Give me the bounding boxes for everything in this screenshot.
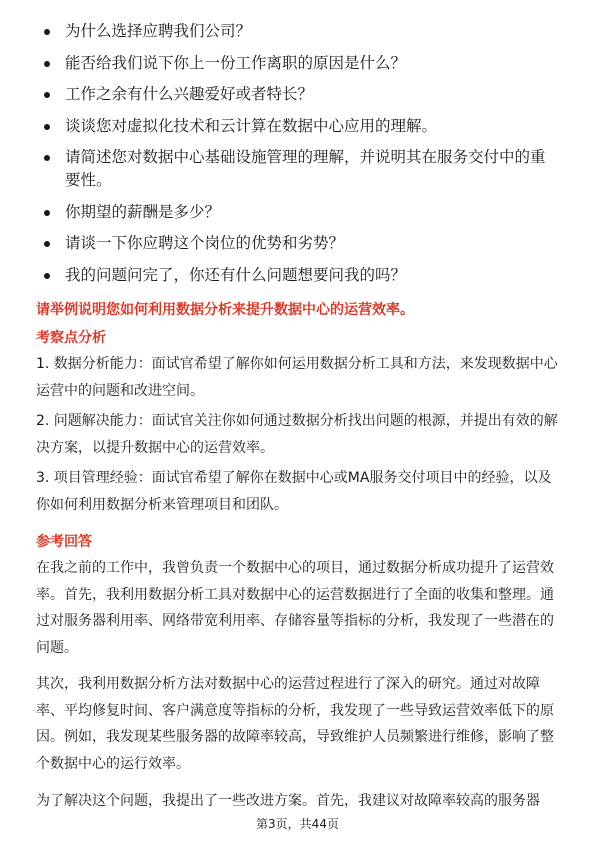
bullet-text: 能否给我们说下你上一份工作离职的原因是什么？ bbox=[65, 53, 407, 72]
answer-paragraph: 其次，我利用数据分析方法对数据中心的运营过程进行了深入的研究。通过对故障率、平均修复时间、客户满意度等指标的分析，我发现了一些导致运营效率低下的原因。例如，我发现某些服务器的故障率较高，导致维护人员频繁进行维修，影响了整个数据中心的运行效率。 bbox=[36, 676, 554, 772]
bullet-item bbox=[40, 83, 560, 106]
answer-paragraph: 在我之前的工作中，我曾负责一个数据中心的项目，通过数据分析成功提升了运营效率。首先，我利用数据分析工具对数据中心的运营数据进行了全面的收集和整理。通过对服务器利用率、网络带宽利用率、存储容量等指标的分析，我发现了一些潜在的问题。 bbox=[36, 560, 554, 656]
bullet-text: 谈谈您对虚拟化技术和云计算在数据中心应用的理解。 bbox=[65, 116, 438, 135]
bullet-item bbox=[40, 146, 560, 192]
bullet-text: 工作之余有什么兴趣爱好或者特长？ bbox=[65, 85, 314, 103]
analysis-item: 3. 项目管理经验：面试官希望了解你在数据中心或MA服务交付项目中的经验，以及你如何利用数据分析来管理项目和团队。 bbox=[36, 470, 552, 513]
analysis-item: 2. 问题解决能力：面试官关注你如何通过数据分析找出问题的根源，并提出有效的解决方案，以提升数据中心的运营效率。 bbox=[36, 413, 558, 456]
question-bullet-list bbox=[40, 20, 560, 295]
bullet-dot-icon bbox=[44, 210, 50, 216]
bullet-item bbox=[40, 264, 560, 287]
analysis-item: 1. 数据分析能力：面试官希望了解你如何运用数据分析工具和方法，来发现数据中心运营中的问题和改进空间。 bbox=[36, 356, 558, 399]
analysis-heading: 考察点分析 bbox=[36, 330, 106, 346]
bullet-text: 请简述您对数据中心基础设施管理的理解，并说明其在服务交付中的重要性。 bbox=[65, 148, 546, 189]
bullet-text: 你期望的薪酬是多少？ bbox=[65, 202, 221, 221]
bullet-text: 为什么选择应聘我们公司？ bbox=[65, 22, 252, 40]
bullet-dot-icon bbox=[44, 155, 50, 161]
bullet-dot-icon bbox=[44, 29, 50, 35]
bullet-dot-icon bbox=[44, 273, 50, 279]
page-number-footer: 第3页，共44页 bbox=[256, 817, 339, 831]
bullet-dot-icon bbox=[44, 92, 50, 98]
bullet-item bbox=[40, 20, 560, 43]
bullet-item bbox=[40, 52, 560, 75]
interview-question: 请举例说明您如何利用数据分析来提升数据中心的运营效率。 bbox=[36, 302, 414, 318]
answer-heading: 参考回答 bbox=[36, 534, 92, 550]
bullet-dot-icon bbox=[44, 124, 50, 130]
answer-paragraph: 为了解决这个问题，我提出了一些改进方案。首先，我建议对故障率较高的服务器 bbox=[36, 793, 540, 809]
bullet-text: 我的问题问完了，你还有什么问题想要问我的吗？ bbox=[65, 265, 407, 284]
bullet-dot-icon bbox=[44, 61, 50, 67]
bullet-item bbox=[40, 201, 560, 224]
bullet-item bbox=[40, 115, 560, 138]
bullet-text: 请谈一下你应聘这个岗位的优势和劣势？ bbox=[65, 234, 345, 252]
bullet-item bbox=[40, 232, 560, 255]
bullet-dot-icon bbox=[44, 241, 50, 247]
